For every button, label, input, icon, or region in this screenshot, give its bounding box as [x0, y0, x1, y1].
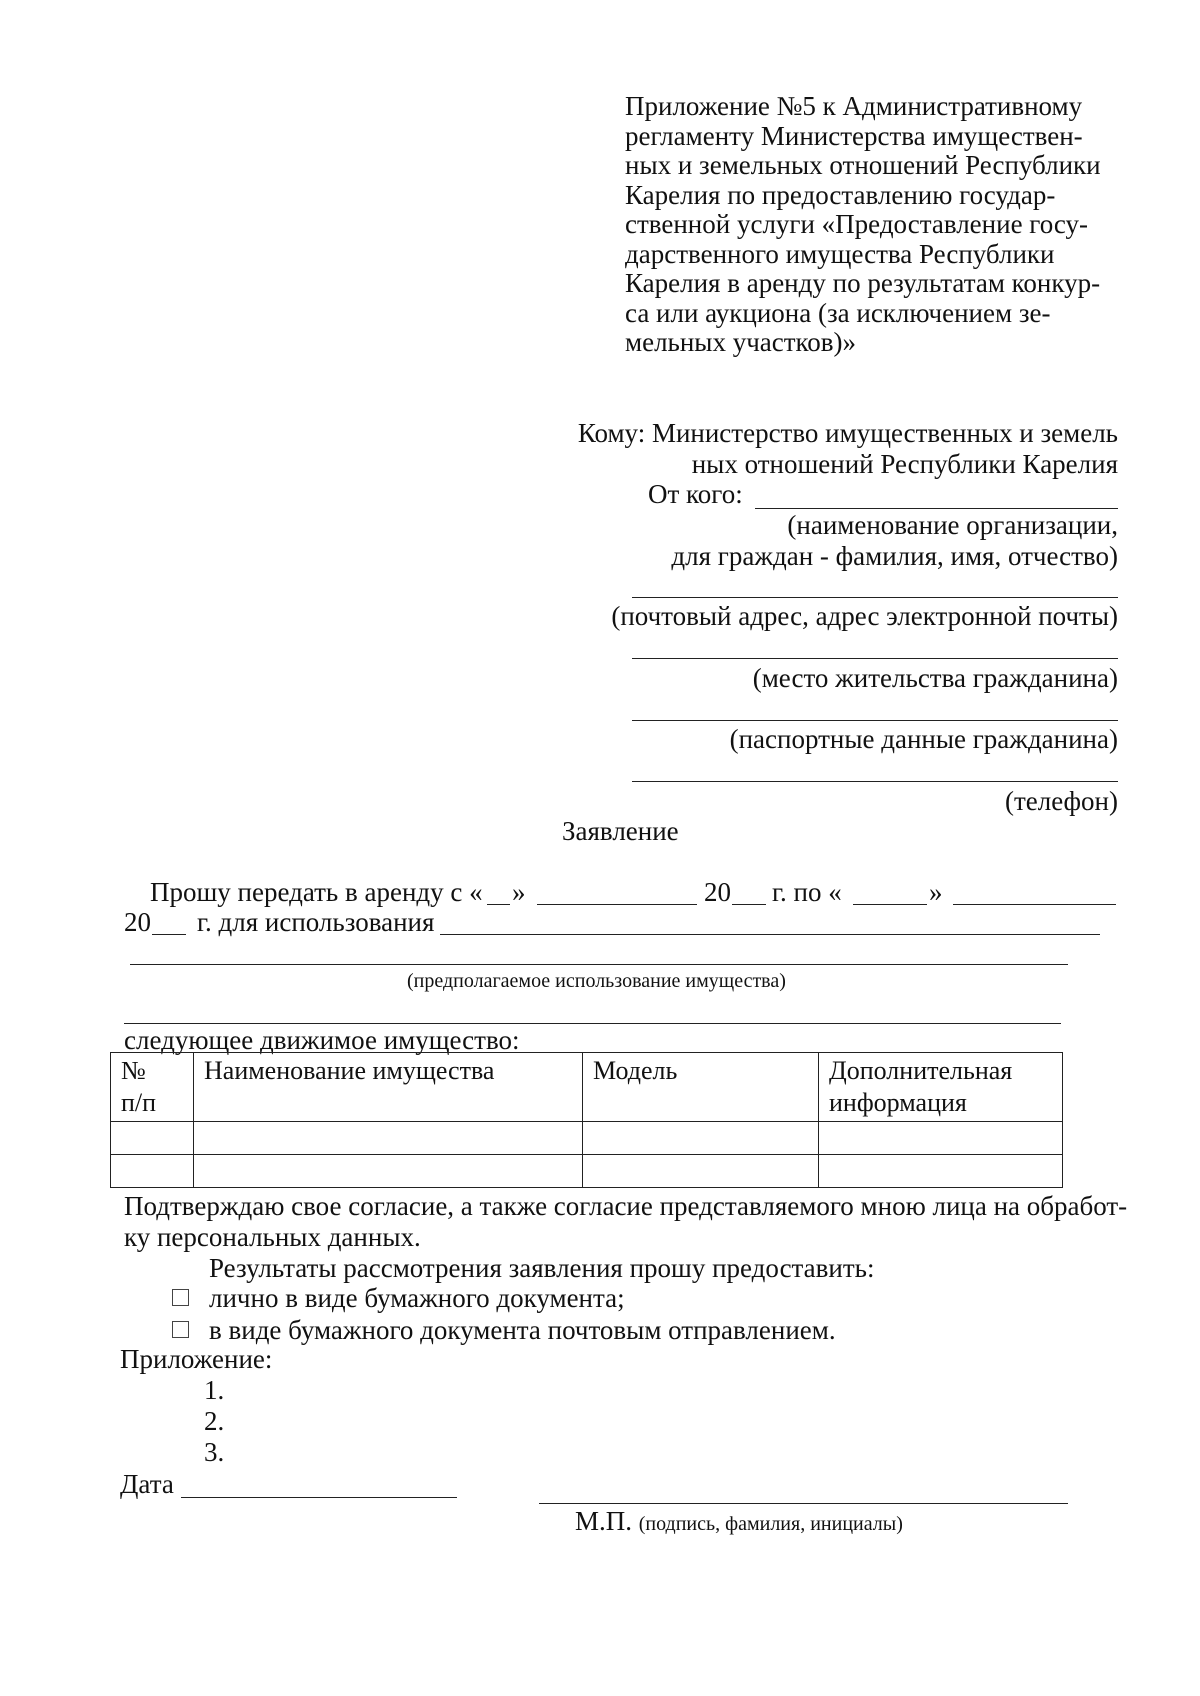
appendix-line: са или аукциона (за исключением зе-: [625, 297, 1051, 328]
org-hint-line2: для граждан - фамилия, имя, отчество): [671, 541, 1118, 571]
table-cell[interactable]: [583, 1155, 819, 1188]
consent-line2: ку персональных данных.: [124, 1222, 421, 1252]
appendix-line: мельных участков)»: [625, 327, 857, 357]
date-label: Дата: [120, 1469, 174, 1499]
table-cell[interactable]: [111, 1122, 194, 1155]
results-intro: Результаты рассмотрения заявления прошу предоставить:: [209, 1253, 875, 1283]
addressee-to-line2: ных отношений Республики Карелия: [691, 449, 1118, 479]
option-in-person-label: лично в виде бумажного документа;: [209, 1283, 625, 1313]
end-year-field[interactable]: [152, 934, 186, 935]
postal-address-hint: (почтовый адрес, адрес электронной почты): [611, 601, 1118, 631]
appendix-line: ных и земельных отношений Республики: [625, 150, 1101, 180]
residence-hint: (место жительства гражданина): [752, 663, 1118, 693]
checkbox-in-person[interactable]: [172, 1289, 189, 1306]
end-day-close-quote: »: [929, 877, 943, 907]
from-field-line[interactable]: [755, 508, 1118, 509]
signature-hint-text: (подпись, фамилия, инициалы): [638, 1513, 903, 1535]
table-cell[interactable]: [111, 1155, 194, 1188]
usage-field-line3[interactable]: [124, 1023, 1061, 1024]
postal-address-field-line[interactable]: [632, 597, 1118, 598]
start-month-field[interactable]: [537, 904, 697, 905]
header-info: Дополнительная информация: [819, 1053, 1063, 1122]
usage-label: г. для использования: [197, 907, 435, 937]
appendix-line: Карелия по предоставлению государ-: [625, 179, 1056, 210]
lease-request-text: Прошу передать в аренду с «: [150, 877, 483, 907]
end-year-prefix: 20: [124, 907, 151, 937]
table-cell[interactable]: [194, 1122, 583, 1155]
org-hint-line1: (наименование организации,: [787, 510, 1118, 540]
residence-field-line[interactable]: [632, 658, 1118, 659]
signature-hint: [575, 1506, 903, 1537]
header-name: Наименование имущества: [194, 1053, 583, 1122]
phone-field-line[interactable]: [632, 781, 1118, 782]
usage-field-line2[interactable]: [130, 964, 1068, 965]
appendix-line: Приложение №5 к Административному: [625, 91, 1083, 121]
usage-field-line1[interactable]: [440, 934, 1100, 935]
appendix-note: [625, 92, 1101, 358]
consent-line1: Подтверждаю свое согласие, а также согласие представляемого мною лица на обработ-: [124, 1191, 1128, 1221]
appendix-line: регламенту Министерства имуществен-: [625, 120, 1083, 151]
attachment-item-2: 2.: [204, 1406, 225, 1436]
appendix-line: Карелия в аренду по результатам конкур-: [625, 268, 1101, 298]
property-table: [110, 1052, 1063, 1188]
table-cell[interactable]: [819, 1155, 1063, 1188]
table-cell[interactable]: [583, 1122, 819, 1155]
attachment-item-3: 3.: [204, 1437, 225, 1467]
seal-mark: М.П.: [575, 1506, 633, 1536]
table-row: [111, 1122, 1063, 1155]
end-day-field[interactable]: [853, 904, 927, 905]
header-model: Модель: [583, 1053, 819, 1122]
attachments-label: Приложение:: [120, 1344, 273, 1374]
option-by-mail-label: в виде бумажного документа почтовым отправлением.: [209, 1315, 836, 1345]
checkbox-by-mail[interactable]: [172, 1321, 189, 1338]
phone-hint: (телефон): [1005, 786, 1118, 816]
signature-field-line[interactable]: [539, 1503, 1068, 1504]
passport-hint: (паспортные данные гражданина): [729, 724, 1118, 754]
appendix-line: ственной услуги «Предоставление госу-: [625, 209, 1088, 239]
table-row: [111, 1155, 1063, 1188]
start-day-close-quote: »: [512, 877, 526, 907]
end-month-field[interactable]: [953, 904, 1116, 905]
passport-field-line[interactable]: [632, 720, 1118, 721]
addressee-to-line1: Кому: Министерство имущественных и земель: [577, 418, 1118, 448]
date-field-line[interactable]: [181, 1497, 457, 1498]
header-number: № п/п: [111, 1053, 194, 1122]
statement-title: Заявление: [562, 816, 679, 846]
start-year-field[interactable]: [732, 904, 766, 905]
usage-hint: (предполагаемое использование имущества): [407, 970, 786, 992]
option-in-person[interactable]: [172, 1283, 625, 1314]
attachment-item-1: 1.: [204, 1375, 225, 1405]
table-cell[interactable]: [819, 1122, 1063, 1155]
start-year-prefix: 20: [704, 877, 731, 907]
appendix-line: дарственного имущества Республики: [625, 238, 1055, 269]
from-label: От кого:: [648, 479, 743, 509]
table-cell[interactable]: [194, 1155, 583, 1188]
start-day-field[interactable]: [487, 904, 510, 905]
table-header-row: [111, 1053, 1063, 1122]
movable-property-label: следующее движимое имущество:: [124, 1025, 520, 1055]
end-date-prefix: г. по «: [772, 877, 842, 907]
option-by-mail[interactable]: [172, 1315, 836, 1346]
